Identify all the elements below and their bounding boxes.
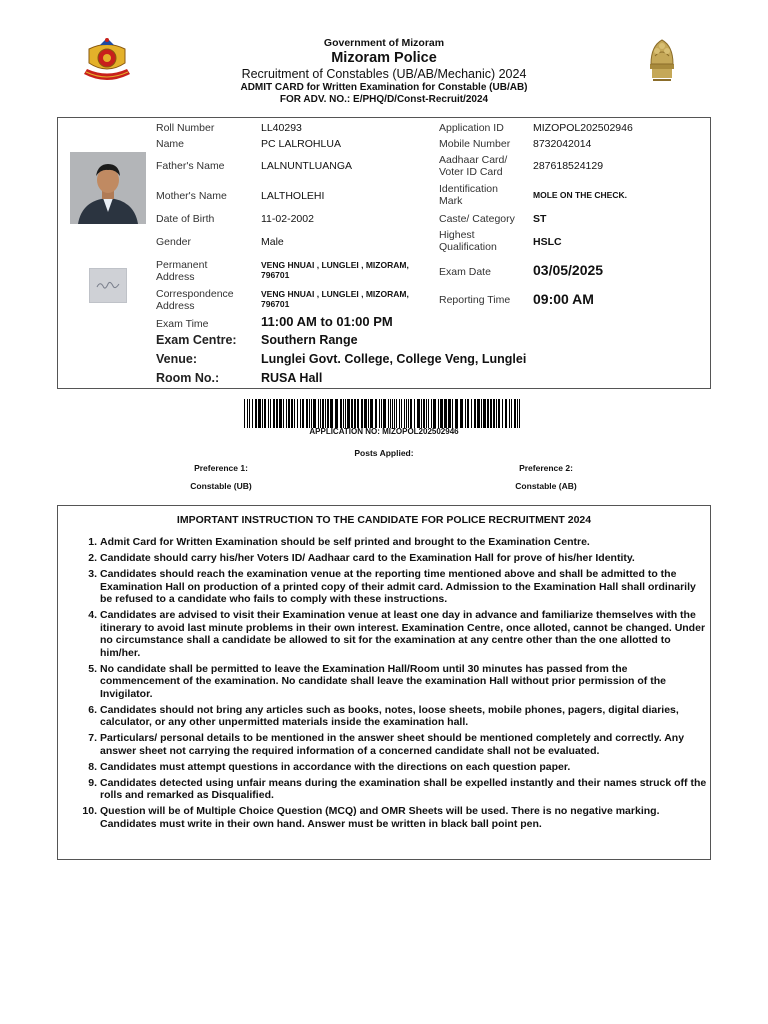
father-name-value: LALNUNTLUANGA	[261, 160, 353, 172]
correspondence-address-value: VENG HNUAI , LUNGLEI , MIZORAM, 796701	[261, 289, 409, 309]
aadhaar-label: Aadhaar Card/ Voter ID Card	[439, 154, 508, 178]
preference-1-label: Preference 1:	[194, 463, 248, 473]
application-id-label: Application ID	[439, 122, 504, 134]
instructions-list	[78, 536, 708, 834]
candidate-signature	[89, 268, 127, 303]
govt-title: Government of Mizoram	[323, 37, 445, 49]
exam-centre-label: Exam Centre:	[156, 333, 237, 347]
exam-date-label: Exam Date	[439, 266, 491, 278]
police-title: Mizoram Police	[331, 50, 437, 66]
exam-time-label: Exam Time	[156, 318, 209, 330]
preference-2-label: Preference 2:	[519, 463, 573, 473]
caste-label: Caste/ Category	[439, 213, 515, 225]
mobile-label: Mobile Number	[439, 138, 511, 150]
permanent-address-label: Permanent Address	[156, 259, 208, 283]
exam-date-value: 03/05/2025	[533, 262, 604, 278]
qualification-value: HSLC	[533, 236, 562, 248]
correspondence-address-label: Correspondence Address	[156, 288, 234, 312]
instructions-box	[57, 505, 711, 860]
room-label: Room No.:	[156, 371, 220, 385]
reporting-time-value: 09:00 AM	[533, 291, 594, 307]
application-id-value: MIZOPOL202502946	[533, 122, 633, 134]
candidate-photo	[70, 152, 146, 224]
gender-label: Gender	[156, 236, 192, 248]
instruction-item: 1. Admit Card for Written Examination should be self printed and brought to the Examination Centre.	[88, 536, 590, 548]
instruction-item: 2. Candidate should carry his/her Voters ID/ Aadhaar card to the Examination Hall for prove of his/her Identity.	[88, 552, 635, 564]
roll-number-value: LL40293	[261, 122, 302, 134]
mother-name-label: Mother's Name	[156, 190, 227, 202]
dob-label: Date of Birth	[156, 213, 215, 225]
dob-value: 11-02-2002	[261, 213, 314, 225]
instruction-item: 7. Particulars/ personal details to be mentioned in the answer sheet should be mentioned completely and correctly. Any answer sheet not carrying the required information of a concerned candidate shall not be evaluated.	[88, 732, 685, 757]
mobile-value: 8732042014	[533, 138, 592, 150]
qualification-label: Highest Qualification	[439, 229, 497, 253]
instruction-item: 6. Candidates should not bring any articles such as books, notes, loose sheets, mobile phones, pagers, digital diaries, calculator, or any other unpermitted materials inside the examination hall.	[88, 703, 679, 728]
instructions-title: IMPORTANT INSTRUCTION TO THE CANDIDATE FOR POLICE RECRUITMENT 2024	[176, 514, 592, 526]
roll-number-label: Roll Number	[156, 122, 215, 134]
permanent-address-value: VENG HNUAI , LUNGLEI , MIZORAM, 796701	[261, 260, 409, 280]
gender-value: Male	[261, 236, 284, 248]
room-value: RUSA Hall	[261, 371, 323, 385]
posts-applied-title: Posts Applied:	[354, 448, 414, 458]
exam-time-value: 11:00 AM to 01:00 PM	[261, 314, 393, 329]
mother-name-value: LALTHOLEHI	[261, 190, 325, 202]
identification-mark-label: Identification Mark	[439, 183, 498, 207]
venue-label: Venue:	[156, 352, 197, 366]
application-number-caption: APPLICATION NO: MIZOPOL202502946	[309, 427, 459, 436]
instruction-item: 8. Candidates must attempt questions in accordance with the directions on each question paper.	[88, 760, 571, 773]
aadhaar-value: 287618524129	[533, 160, 604, 172]
instruction-item: 10. Question will be of Multiple Choice Question (MCQ) and OMR Sheets will be used. There is no negative marking. Candidates must write in their own hand. Answer must be written in black ball point pen.	[82, 805, 660, 830]
venue-value: Lunglei Govt. College, College Veng, Lunglei	[261, 352, 527, 366]
application-barcode	[244, 399, 524, 428]
adv-number: FOR ADV. NO.: E/PHQ/D/Const-Recruit/2024	[279, 94, 489, 105]
reporting-time-label: Reporting Time	[439, 294, 511, 306]
name-value: PC LALROHLUA	[261, 138, 341, 150]
name-label: Name	[156, 138, 185, 150]
instruction-item: 3. Candidates should reach the examination venue at the reporting time mentioned above and shall be admitted to the Examination Hall on production of a printed copy of their admit card. Admission to the Examination Hall shall ordinarily be refused to a candidate who fails to comply with these instructions.	[88, 568, 696, 605]
preference-2-value: Constable (AB)	[515, 481, 577, 491]
father-name-label: Father's Name	[156, 160, 225, 172]
instruction-item: 5. No candidate shall be permitted to leave the Examination Hall/Room until 30 minutes has passed from the commencement of the examination. No candidate shall leave the examination Hall without prior permission of the Invigilator.	[88, 662, 666, 700]
caste-value: ST	[533, 213, 547, 225]
candidate-info-box	[57, 117, 711, 389]
preference-1-value: Constable (UB)	[190, 481, 252, 491]
instruction-item: 9. Candidates detected using unfair means during the examination shall be expelled instantly and their names struck off the rolls and remarked as Disqualified.	[88, 776, 707, 801]
document-header	[0, 37, 768, 106]
exam-centre-value: Southern Range	[261, 333, 358, 347]
identification-mark-value: MOLE ON THE CHECK.	[533, 190, 627, 200]
instruction-item: 4. Candidates are advised to visit their Examination venue at least one day in advance and familiarize themselves with the itinerary to avoid last minute problems in their own interest. Examination Centre, once alloted, cannot be changed. Under no circumstance shall a candidate be allowed to sit for the examination at any centre other than the one allotted to him/her.	[88, 609, 706, 659]
admit-card-title: ADMIT CARD for Written Examination for Constable (UB/AB)	[240, 82, 528, 93]
recruitment-title: Recruitment of Constables (UB/AB/Mechanic) 2024	[241, 67, 527, 81]
